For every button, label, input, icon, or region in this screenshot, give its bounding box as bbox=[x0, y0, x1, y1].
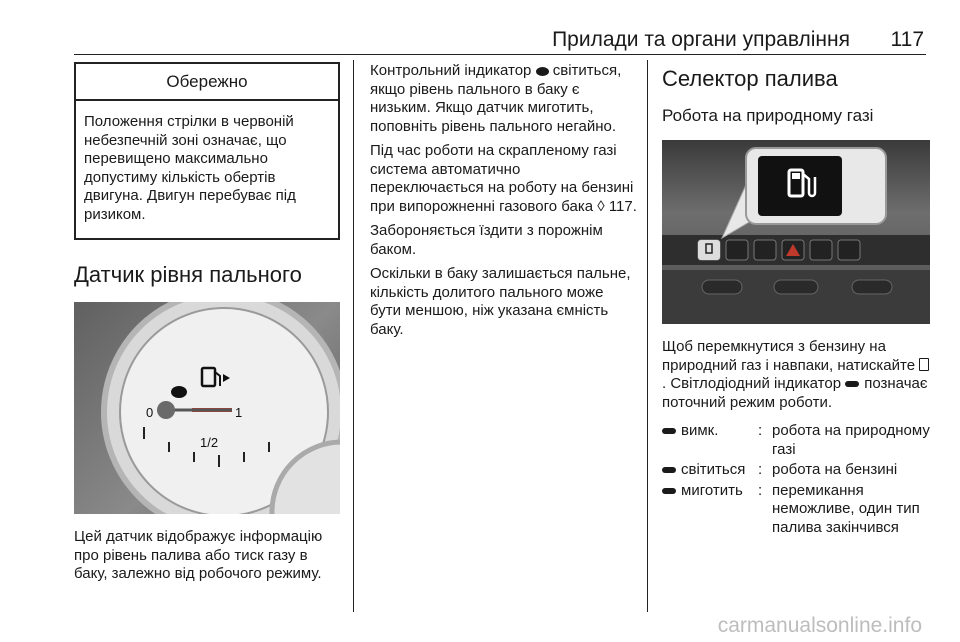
led-state: вимк. bbox=[681, 422, 719, 439]
selector-instruction bbox=[662, 338, 930, 412]
refuel-note: Оскільки в баку залишається пальне, кількість долитого пального може бути меншою, ніж указана ємність баку. bbox=[370, 265, 631, 338]
led-state-cell bbox=[662, 482, 758, 540]
instruction-text-2: . Світлодіодний індикатор bbox=[662, 375, 842, 392]
colon: : bbox=[758, 481, 763, 499]
header-divider bbox=[74, 54, 926, 55]
led-state-cell bbox=[662, 461, 758, 482]
colon: : bbox=[758, 461, 763, 478]
low-fuel-indicator-icon bbox=[536, 67, 549, 76]
fuel-gauge-description: Цей датчик відображує інформацію про рівень палива або тиск газу в баку, залежно від робочого режиму. bbox=[74, 528, 323, 582]
led-indicator-icon bbox=[662, 467, 676, 473]
fuel-gauge-illustration bbox=[74, 302, 340, 514]
led-status-table bbox=[662, 422, 930, 539]
column-2 bbox=[370, 62, 638, 345]
table-row bbox=[662, 461, 930, 482]
table-row bbox=[662, 482, 930, 540]
led-meaning: робота на бензині bbox=[772, 461, 898, 478]
led-meaning: перемикання неможливе, один тип палива закінчився bbox=[772, 481, 920, 536]
empty-tank-warning: Забороняється їздити з порожнім баком. bbox=[370, 222, 603, 258]
column-1 bbox=[74, 62, 340, 584]
header-title: Прилади та органи управління bbox=[552, 28, 850, 51]
low-fuel-paragraph bbox=[370, 62, 638, 136]
fuel-selector-photo bbox=[662, 140, 930, 324]
fuel-pump-icon bbox=[919, 358, 929, 371]
low-fuel-indicator-icon bbox=[171, 386, 187, 398]
caution-text: Положення стрілки в червоній небезпечній зоні означає, що перевищено максимально допустиму кількість обертів двигуна. Двигун перебуває під ризиком. bbox=[84, 113, 296, 223]
led-state-cell bbox=[662, 422, 758, 461]
fuel-selector-button bbox=[698, 240, 720, 260]
caution-heading: Обережно bbox=[76, 64, 338, 101]
fuel-selector-subtitle: Робота на природному газі bbox=[662, 106, 874, 125]
instruction-text-1: Щоб перемкнутися з бензину на природний газ і навпаки, натискайте bbox=[662, 338, 916, 374]
fuel-gauge-photo bbox=[74, 302, 340, 514]
led-indicator-icon bbox=[662, 488, 676, 494]
dashboard-button-illustration bbox=[662, 140, 930, 324]
led-state: світиться bbox=[681, 461, 746, 478]
column-3 bbox=[662, 66, 930, 539]
caution-box bbox=[74, 62, 340, 240]
colon: : bbox=[758, 422, 763, 439]
watermark: carmanualsonline.info bbox=[717, 614, 922, 637]
led-state: миготить bbox=[681, 481, 743, 499]
fuel-selector-button-zoom bbox=[758, 156, 842, 216]
table-row bbox=[662, 422, 930, 461]
low-fuel-text-start: Контрольний індикатор bbox=[370, 62, 532, 79]
gauge-label-empty: 0 bbox=[146, 405, 154, 420]
page-number: 117 bbox=[890, 28, 924, 51]
fuel-gauge-title: Датчик рівня пального bbox=[74, 262, 302, 287]
led-indicator-icon bbox=[845, 381, 859, 387]
led-meaning: робота на природному газі bbox=[772, 422, 930, 458]
low-fuel-text-end: світиться, якщо рівень пального в баку є низьким. Якщо датчик миготить, поповніть рівень пального негайно. bbox=[370, 62, 622, 135]
led-indicator-icon bbox=[662, 428, 676, 434]
instruction-text-3: позначає поточний режим роботи. bbox=[662, 375, 928, 411]
lpg-paragraph bbox=[370, 142, 638, 216]
column-divider bbox=[353, 60, 354, 612]
lpg-text: Під час роботи на скрапленому газі система автоматично переключається на роботу на бензині при випорожненні газового бака bbox=[370, 142, 634, 215]
gauge-label-full: 1 bbox=[235, 405, 243, 420]
page-reference-link[interactable]: 117. bbox=[608, 197, 637, 215]
fuel-selector-title: Селектор палива bbox=[662, 66, 838, 91]
column-divider bbox=[647, 60, 648, 612]
gauge-label-half: 1/2 bbox=[200, 435, 219, 450]
page-reference-icon: ◊ bbox=[597, 197, 605, 215]
